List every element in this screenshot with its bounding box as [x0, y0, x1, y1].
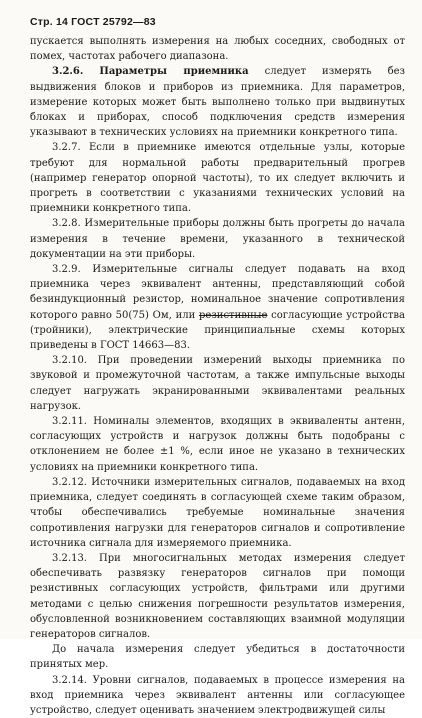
page-header: Стр. 14 ГОСТ 25792—83 — [30, 16, 156, 28]
paragraph-3-2-6 — [30, 64, 405, 140]
paragraph-3-2-8: 3.2.8. Измерительные приборы должны быть прогреты до начала измерения в течение времени, указанного в технической документации на эти приборы. — [30, 218, 405, 260]
paragraph-3-2-7: 3.2.7. Если в приемнике имеются отдельные узлы, которые требуют для нормальной работы предварительный прогрев (например генератор опорной частоты), то их следует включить и прогреть в соответствии с указаниями технических условий на приемники конкретного типа. — [30, 142, 405, 215]
paragraph-text: 3.2.9. Измерительные сигналы следует подавать на вход приемника через эквивалент антенны, представляющий собой безиндукционный резистор, номинальное значение сопротивления которого равно 50(75) Ом, или — [30, 264, 405, 321]
paragraph-3-2-13: 3.2.13. При многосигнальных методах измерения следует обеспечивать развязку генераторов сигналов при помощи резистивных согласующих устройств, фильтрами или другими методами с целью снижения погрешности результатов измерения, обусловленной возникновением составляющих взаимной модуляции генераторов сигналов. — [30, 552, 405, 640]
paragraph-number: 3.2.6. — [52, 66, 84, 78]
paragraph-3-2-11: 3.2.11. Номиналы элементов, входящих в эквиваленты антенн, согласующих устройств и нагрузок должны быть подобраны с отклонением не более ±1 %, если иное не указано в технических условиях на приемники конкретного типа. — [30, 416, 405, 473]
paragraph-3-2-14: 3.2.14. Уровни сигналов, подаваемых в процессе измерения на вход приемника через эквивалент антенны или согласующее устройство, следует оценивать значением электродвижущей силы — [30, 674, 405, 716]
paragraph-3-2-9 — [30, 262, 405, 353]
paragraph-3-2-12: 3.2.12. Источники измерительных сигналов, подаваемых на вход приемника, следует соединять в согласующей схеме таким образом, чтобы обеспечивались требуемые номинальные значения сопротивления нагрузки для генераторов сигналов и сопротивление источника сигнала для измеряемого приемника. — [30, 476, 405, 549]
document-body — [30, 34, 405, 718]
paragraph-text: следует измерять без выдвижения блоков и приборов из приемника. Для параметров, измерение которых может быть выполнено только при выдвинутых блоках и приборах, способ подключения средств измерения указывают в технических условиях на приемники конкретного типа. — [30, 66, 405, 139]
paragraph-note: До начала измерения следует убедиться в достаточности принятых мер. — [30, 644, 405, 671]
paragraph-continuation: пускается выполнять измерения на любых соседних, свободных от помех, частотах рабочего диапазона. — [30, 36, 405, 63]
paragraph-text: согласующие устройства (тройники), электрические принципиальные схемы которых приведены в ГОСТ 14663—83. — [30, 309, 406, 352]
paragraph-3-2-10: 3.2.10. При проведении измерений выходы приемника по звуковой и промежуточной частотам, а также импульсные выходы следует нагружать экранированными эквивалентами реальных нагрузок. — [30, 355, 405, 412]
struck-word: резистивные — [199, 309, 268, 321]
paragraph-lead: Параметры приемника — [99, 66, 249, 78]
